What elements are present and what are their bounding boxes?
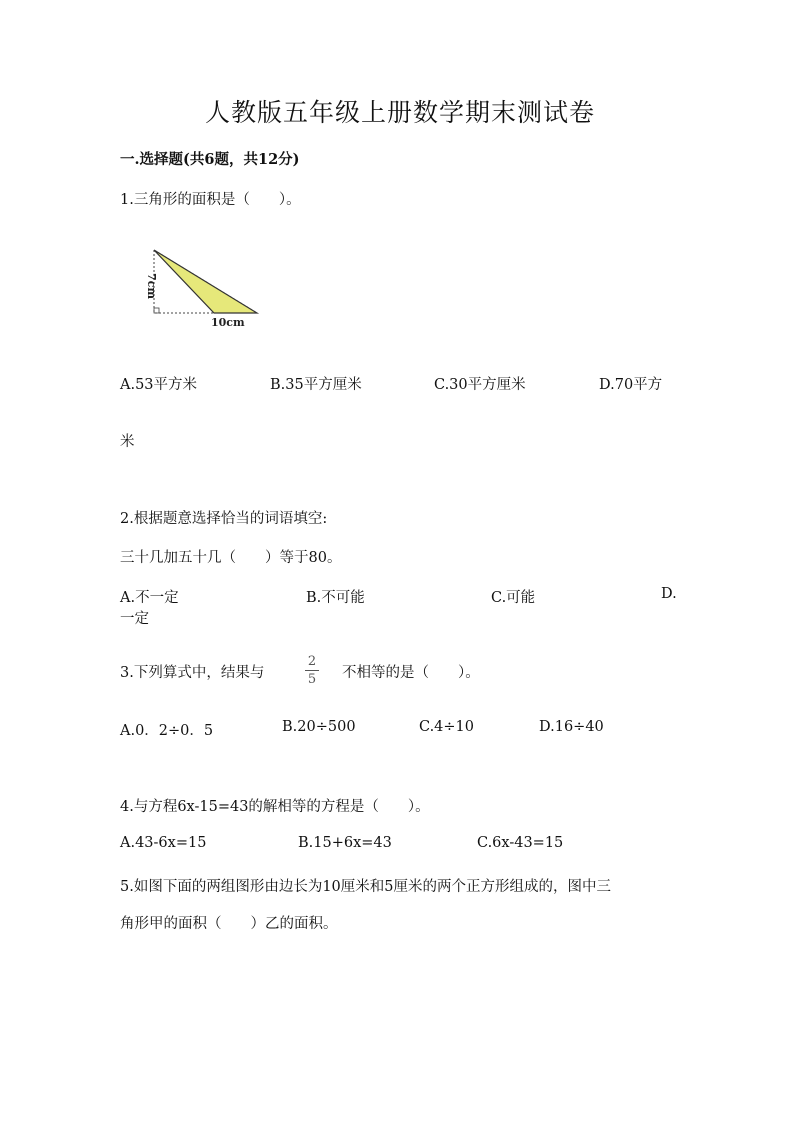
question-1-option-b: B.35平方厘米	[270, 377, 362, 393]
question-1-option-d: D.70平方	[599, 377, 663, 393]
question-3-stem-after: 不相等的是（ ）。	[342, 665, 480, 681]
question-1-stem: 1.三角形的面积是（ ）。	[120, 192, 301, 208]
question-1-triangle-figure	[132, 236, 264, 336]
fraction-denominator: 5	[307, 672, 317, 687]
base-label: 10cm	[211, 316, 245, 329]
question-1-option-a: A.53平方米	[120, 377, 198, 393]
question-3-option-a: A.0．2÷0．5	[120, 723, 214, 739]
question-3-option-d: D.16÷40	[539, 719, 604, 735]
question-2-stem: 2.根据题意选择恰当的词语填空:	[120, 511, 328, 527]
question-2-option-d-wrap: 一定	[120, 611, 149, 627]
question-3-option-b: B.20÷500	[282, 719, 356, 735]
question-2-option-b: B.不可能	[306, 590, 365, 606]
question-5-line-1: 5.如图下面的两组图形由边长为10厘米和5厘米的两个正方形组成的，图中三	[120, 879, 612, 895]
question-1-option-d-wrap: 米	[120, 434, 135, 450]
question-2-sentence: 三十几加五十几（ ）等于80。	[120, 550, 342, 566]
question-4-option-b: B.15+6x=43	[298, 835, 392, 851]
question-4-stem: 4.与方程6x-15=43的解相等的方程是（ ）。	[120, 799, 430, 815]
question-4-option-c: C.6x-43=15	[477, 835, 564, 851]
question-3-stem-before: 3.下列算式中，结果与	[120, 665, 265, 681]
question-3-option-c: C.4÷10	[419, 719, 475, 735]
question-4-option-a: A.43-6x=15	[120, 835, 207, 851]
section-heading: 一.选择题(共6题，共12分)	[120, 151, 300, 168]
fraction-bar	[305, 670, 319, 671]
question-1-option-c: C.30平方厘米	[434, 377, 526, 393]
height-label: 7cm	[145, 273, 158, 299]
page-title: 人教版五年级上册数学期末测试卷	[204, 98, 595, 127]
question-2-option-d: D.	[661, 586, 677, 602]
fraction-numerator: 2	[307, 654, 317, 669]
question-2-option-a: A.不一定	[120, 590, 179, 606]
question-2-option-c: C.可能	[491, 590, 536, 606]
fraction-two-fifths	[303, 654, 321, 687]
question-5-line-2: 角形甲的面积（ ）乙的面积。	[120, 916, 338, 932]
